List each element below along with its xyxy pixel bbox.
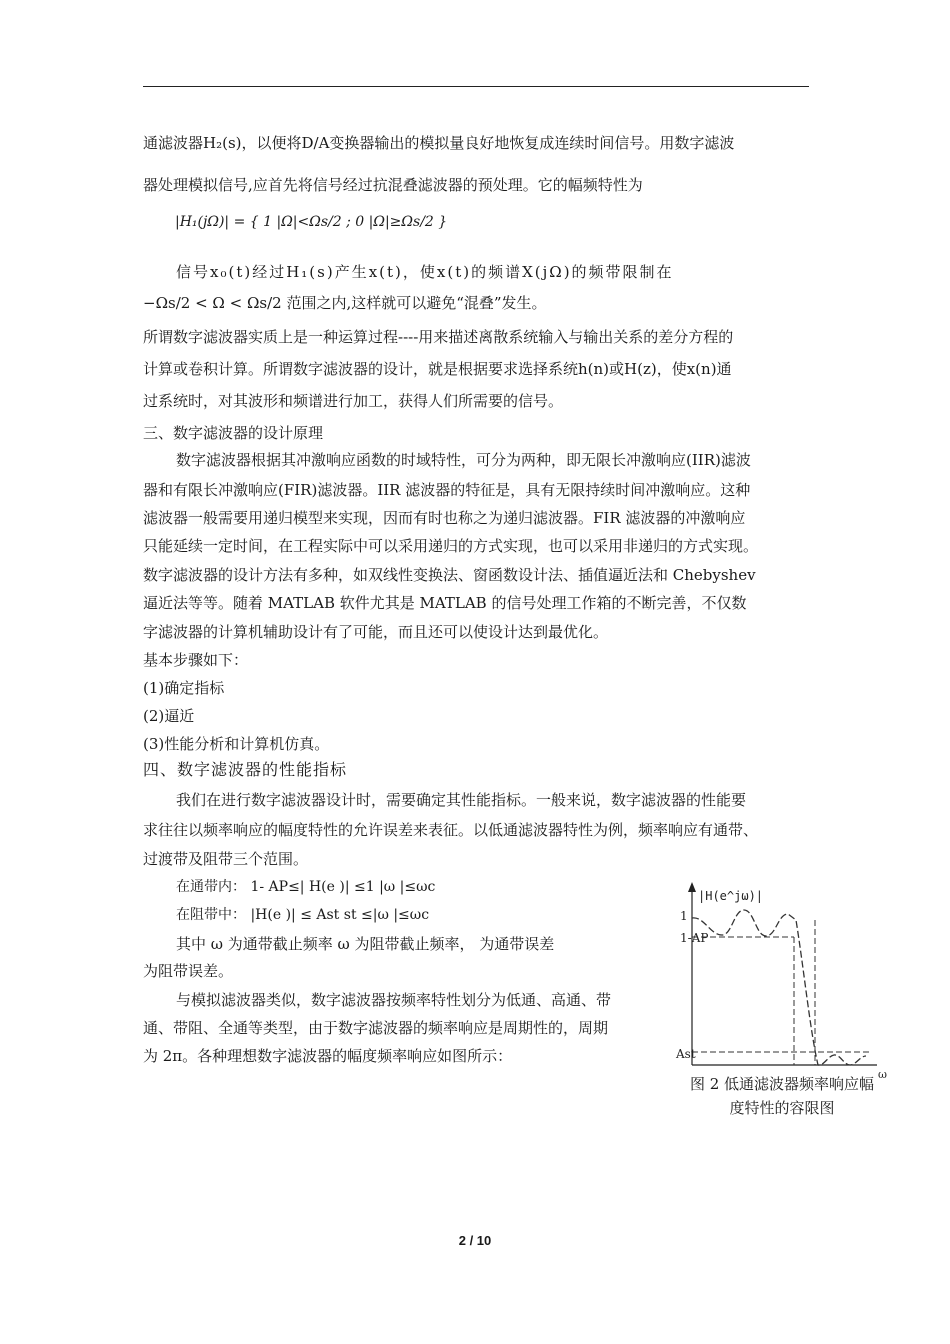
step-item: (3)性能分析和计算机仿真。 bbox=[143, 735, 330, 753]
y-axis-arrow bbox=[688, 882, 696, 892]
para-line: 数字滤波器的设计方法有多种，如双线性变换法、窗函数设计法、插值逼近法和 Chebyshev bbox=[143, 566, 756, 584]
para-line: 计算或卷积计算。所谓数字滤波器的设计，就是根据要求选择系统h(n)或H(z)，使x(n)通 bbox=[143, 360, 732, 378]
tick-1-ap-label: 1-AP bbox=[680, 931, 709, 945]
passband-spec: 在通带内： 1- AP≤| H(e )| ≤1 |ω |≤ωc bbox=[176, 879, 436, 895]
tick-1-label: 1 bbox=[680, 909, 688, 923]
y-axis-label: |H(e^jω)| bbox=[698, 889, 764, 903]
step-item: (1)确定指标 bbox=[143, 679, 225, 697]
para-line: 数字滤波器根据其冲激响应函数的时域特性，可分为两种，即无限长冲激响应(IIR)滤波 bbox=[176, 451, 751, 469]
para-line: 我们在进行数字滤波器设计时，需要确定其性能指标。一般来说，数字滤波器的性能要 bbox=[176, 791, 747, 809]
para-line: 器处理模拟信号,应首先将信号经过抗混叠滤波器的预处理。它的幅频特性为 bbox=[143, 176, 643, 194]
para-line: 器和有限长冲激响应(FIR)滤波器。IIR 滤波器的特征是，具有无限持续时间冲激响应。这种 bbox=[143, 481, 751, 499]
para-line: 信号x₀(t)经过H₁(s)产生x(t)，使x(t)的频谱X(jΩ)的频带限制在 bbox=[176, 263, 674, 281]
stopband-spec: 在阻带中： |H(e )| ≤ Ast st ≤|ω |≤ωc bbox=[176, 907, 430, 923]
x-axis-label: ω bbox=[878, 1068, 887, 1080]
page-number: 2 / 10 bbox=[458, 1233, 492, 1248]
figure-caption-line2: 度特性的容限图 bbox=[729, 1099, 835, 1117]
para-line: 为 2π。各种理想数字滤波器的幅度频率响应如图所示： bbox=[143, 1047, 513, 1065]
para-line: 为阻带误差。 bbox=[143, 962, 234, 980]
para-line: 滤波器一般需要用递归模型来实现，因而有时也称之为递归滤波器。FIR 滤波器的冲激响应 bbox=[143, 509, 746, 527]
para-line: −Ωs/2 < Ω < Ωs/2 范围之内,这样就可以避免“混叠”发生。 bbox=[143, 294, 547, 312]
tick-ast-label: Ast bbox=[676, 1047, 696, 1061]
para-line: 过渡带及阻带三个范围。 bbox=[143, 850, 309, 868]
para-line: 其中 ω 为通带截止频率 ω 为阻带截止频率， 为通带误差 bbox=[176, 935, 555, 953]
para-line: 通、带阻、全通等类型，由于数字滤波器的频率响应是周期性的，周期 bbox=[143, 1019, 609, 1037]
para-line: 所谓数字滤波器实质上是一种运算过程----用来描述离散系统输入与输出关系的差分方程的 bbox=[143, 328, 734, 346]
section-heading-4: 四、数字滤波器的性能指标 bbox=[143, 760, 348, 779]
para-line: 与模拟滤波器类似，数字滤波器按频率特性划分为低通、高通、带 bbox=[176, 991, 612, 1009]
section-heading-3: 三、数字滤波器的设计原理 bbox=[143, 424, 324, 442]
para-line: 逼近法等等。随着 MATLAB 软件尤其是 MATLAB 的信号处理工作箱的不断完善，不仅数 bbox=[143, 594, 747, 612]
step-item: (2)逼近 bbox=[143, 707, 195, 725]
header-rule bbox=[143, 86, 809, 87]
para-line: 字滤波器的计算机辅助设计有了可能，而且还可以使设计达到最优化。 bbox=[143, 623, 609, 641]
equation-h1: |H₁(jΩ)| = { 1 |Ω|<Ωs/2 ; 0 |Ω|≥Ωs/2 } bbox=[175, 214, 448, 230]
para-line: 通滤波器H₂(s)，以便将D/A变换器输出的模拟量良好地恢复成连续时间信号。用数字滤波 bbox=[143, 134, 735, 152]
para-line: 求往往以频率响应的幅度特性的允许误差来表征。以低通滤波器特性为例，频率响应有通带、 bbox=[143, 821, 759, 839]
para-line: 过系统时，对其波形和频谱进行加工，获得人们所需要的信号。 bbox=[143, 392, 564, 410]
para-line: 基本步骤如下： bbox=[143, 651, 249, 669]
para-line: 只能延续一定时间，在工程实际中可以采用递归的方式实现，也可以采用非递归的方式实现。 bbox=[143, 537, 759, 555]
lowpass-tolerance-figure bbox=[672, 880, 892, 1080]
response-curve bbox=[692, 910, 866, 1065]
figure-caption-line1: 图 2 低通滤波器频率响应幅 bbox=[689, 1075, 875, 1093]
